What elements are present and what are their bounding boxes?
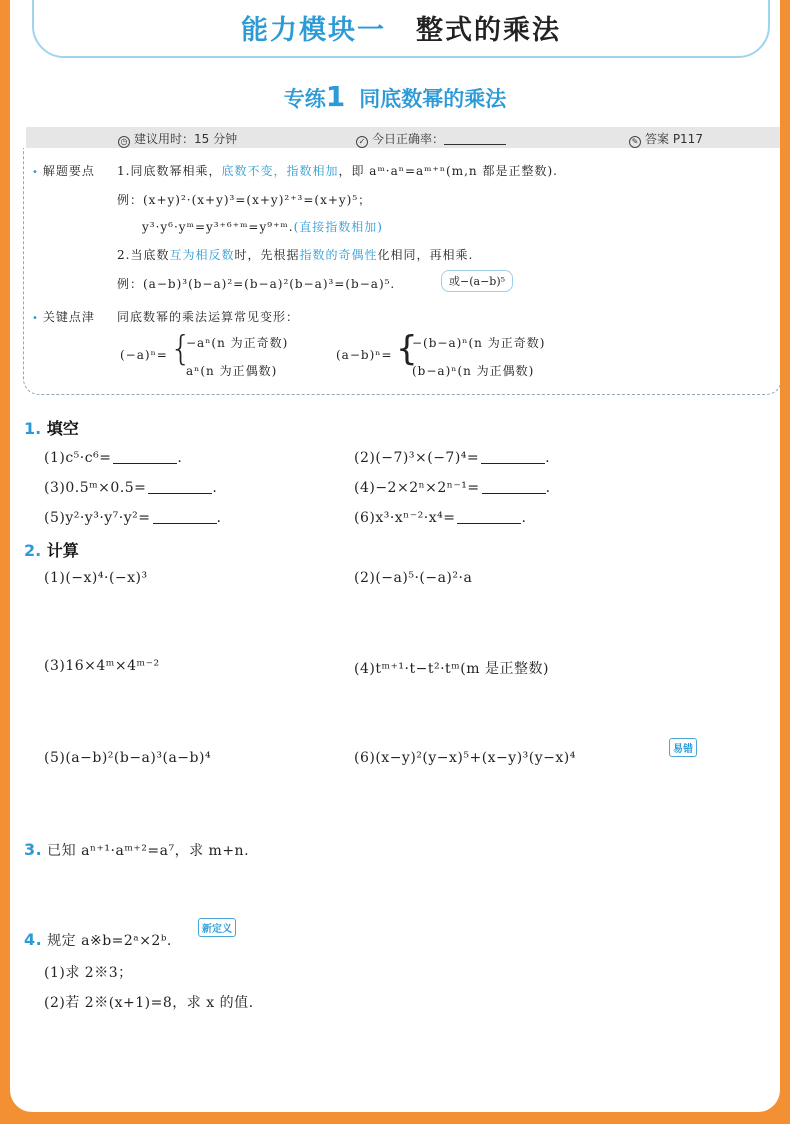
- new-definition-tag: 新定义: [198, 918, 236, 937]
- accuracy-info: [356, 130, 506, 148]
- tips-box: [23, 148, 782, 395]
- tips-row-5: 例：(a−b)³(b−a)²=(b−a)²(b−a)³=(b−a)⁵.: [117, 277, 396, 291]
- formula-2-brace: {: [396, 329, 418, 369]
- q1-item-6: (6)x³·xⁿ⁻²·x⁴= .: [354, 510, 527, 526]
- formula-1-lhs: (−a)ⁿ=: [120, 348, 168, 362]
- tips-callout: 或−(a−b)⁵: [441, 270, 513, 292]
- worksheet-page: [10, 0, 780, 1112]
- q1-item-3: (3)0.5ᵐ×0.5= .: [44, 480, 218, 496]
- tips-row-1: 1.同底数幂相乘，底数不变，指数相加，即 aᵐ·aⁿ=aᵐ⁺ⁿ(m,n 都是正整数).: [117, 164, 558, 178]
- q1-item-1: (1)c⁵·c⁶= .: [44, 450, 183, 466]
- time-info: [118, 130, 237, 148]
- lesson-name: 同底数幂的乘法: [359, 87, 507, 111]
- q1-item-2: (2)(−7)³×(−7)⁴= .: [354, 450, 551, 466]
- clock-icon: ◷: [118, 136, 130, 148]
- q4-sub-2: (2)若 2※(x+1)=8，求 x 的值.: [44, 995, 254, 1011]
- q1-heading: 1. 填空: [24, 419, 79, 438]
- time-text: 建议用时：15 分钟: [134, 132, 238, 146]
- answer-info: [629, 130, 703, 148]
- accuracy-text: 今日正确率：: [372, 132, 445, 146]
- bullet-icon: •: [32, 313, 39, 324]
- q3: 3. 已知 aⁿ⁺¹·aᵐ⁺²=a⁷，求 m+n.: [24, 840, 250, 859]
- answer-blank[interactable]: [153, 510, 217, 524]
- lesson-number: 1: [325, 80, 346, 113]
- answer-blank[interactable]: [113, 450, 177, 464]
- pencil-icon: ✎: [629, 136, 641, 148]
- lesson-prefix: 专练: [283, 87, 326, 111]
- q4: 4. 规定 a※b=2ᵃ×2ᵇ.: [24, 930, 172, 949]
- tips-row-3: y³·y⁶·yᵐ=y³⁺⁶⁺ᵐ=y⁹⁺ᵐ.(直接指数相加): [142, 220, 383, 234]
- q2-item-1: (1)(−x)⁴·(−x)³: [44, 570, 148, 586]
- answer-blank[interactable]: [148, 480, 212, 494]
- tips-row-4: 2.当底数互为相反数时，先根据指数的奇偶性化相同，再相乘.: [117, 248, 474, 262]
- tips-row-2: 例：(x+y)²·(x+y)³=(x+y)²⁺³=(x+y)⁵；: [117, 193, 372, 207]
- q4-sub-1: (1)求 2※3；: [44, 965, 133, 981]
- q2-item-5: (5)(a−b)²(b−a)³(a−b)⁴: [44, 750, 212, 766]
- q2-heading: 2. 计算: [24, 541, 79, 560]
- formula-1-top: −aⁿ(n 为正奇数): [186, 336, 289, 350]
- accuracy-blank[interactable]: [444, 133, 506, 145]
- tips-label-1: • 解题要点: [32, 164, 95, 178]
- q2-item-2: (2)(−a)⁵·(−a)²·a: [354, 570, 473, 586]
- lesson-title: [10, 80, 780, 113]
- formula-1-brace: {: [170, 329, 192, 369]
- module-banner: [32, 0, 770, 58]
- check-icon: ✓: [356, 136, 368, 148]
- answer-text: 答案 P117: [645, 132, 703, 146]
- formula-2-lhs: (a−b)ⁿ=: [336, 348, 393, 362]
- error-prone-tag: 易错: [669, 738, 697, 757]
- q2-item-6: (6)(x−y)²(y−x)⁵+(x−y)³(y−x)⁴: [354, 750, 576, 766]
- q2-item-4: (4)tᵐ⁺¹·t−t²·tᵐ(m 是正整数): [354, 661, 549, 677]
- tips-label-2: • 关键点津: [32, 310, 95, 324]
- q1-item-5: (5)y²·y³·y⁷·y²= .: [44, 510, 222, 526]
- module-title: [34, 8, 768, 47]
- answer-blank[interactable]: [457, 510, 521, 524]
- bullet-icon: •: [32, 167, 39, 178]
- info-bar: [26, 127, 780, 148]
- tips-row-6: 同底数幂的乘法运算常见变形：: [117, 310, 300, 324]
- q1-item-4: (4)−2×2ⁿ×2ⁿ⁻¹= .: [354, 480, 551, 496]
- module-title-b: 整式的乘法: [416, 15, 561, 46]
- formula-2-top: −(b−a)ⁿ(n 为正奇数): [412, 336, 546, 350]
- module-title-a: 能力模块一: [241, 15, 386, 46]
- q2-item-3: (3)16×4ᵐ×4ᵐ⁻²: [44, 658, 160, 674]
- answer-blank[interactable]: [482, 480, 546, 494]
- formula-1-bottom: aⁿ(n 为正偶数): [186, 364, 278, 378]
- answer-blank[interactable]: [481, 450, 545, 464]
- formula-2-bottom: (b−a)ⁿ(n 为正偶数): [412, 364, 535, 378]
